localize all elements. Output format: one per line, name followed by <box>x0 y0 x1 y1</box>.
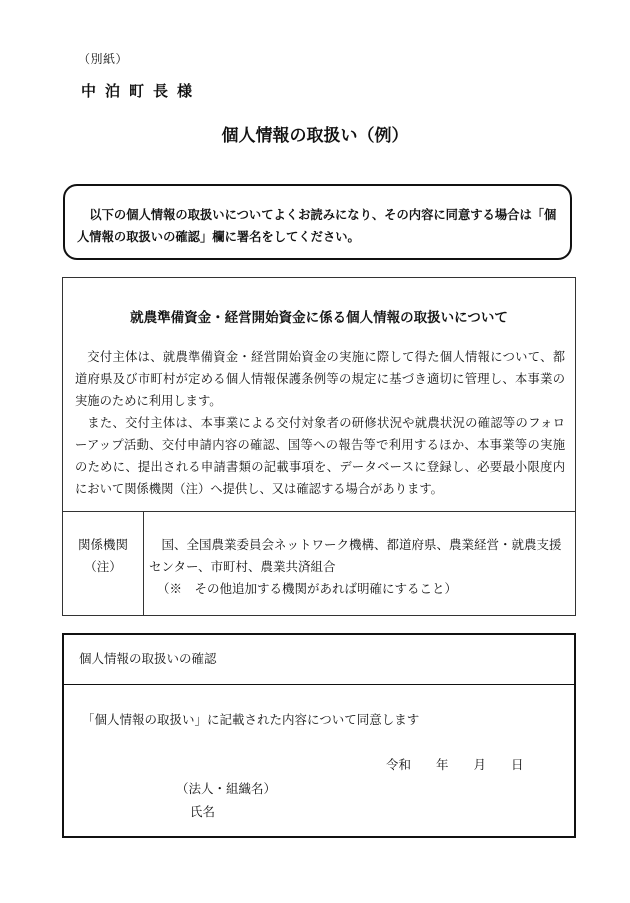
notice-text: 以下の個人情報の取扱いについてよくお読みになり、その内容に同意する場合は「個人情報の取扱いの確認」欄に署名をしてください。 <box>77 208 557 244</box>
info-section <box>62 277 576 616</box>
agencies-row <box>63 511 575 615</box>
agencies-list <box>149 534 565 600</box>
page-title: 個人情報の取扱い（例） <box>221 126 409 146</box>
consent-statement: 「個人情報の取扱い」に記載された内容について同意します <box>82 712 420 727</box>
confirmation-header <box>64 635 574 685</box>
agencies-label <box>63 534 143 578</box>
signature-name-field[interactable]: 氏名 <box>190 804 216 819</box>
agencies-label-text: 関係機関 <box>77 537 128 552</box>
organization-name-field[interactable]: （法人・組織名） <box>176 781 277 796</box>
notice-box <box>63 184 572 260</box>
confirmation-title: 個人情報の取扱いの確認 <box>79 651 217 666</box>
agencies-label-note: （注） <box>84 559 122 574</box>
section-heading: 就農準備資金・経営開始資金に係る個人情報の取扱いについて <box>130 310 508 326</box>
agencies-divider <box>143 512 144 615</box>
date-field[interactable]: 令和 年 月 日 <box>386 757 524 772</box>
confirmation-box <box>62 633 576 838</box>
agencies-text: 国、全国農業委員会ネットワーク機構、都道府県、農業経営・就農支援センター、市町村、農業共済組合 <box>149 537 562 574</box>
info-paragraph-1: 交付主体は、就農準備資金・経営開始資金の実施に際して得た個人情報について、都道府県及び市町村が定める個人情報保護条例等の規定に基づき適切に管理し、本事業の実施のために利用します。 <box>75 350 565 408</box>
agencies-note: （※ その他追加する機関があれば明確にすること） <box>157 581 458 596</box>
addressee: 中泊町長様 <box>81 82 202 100</box>
annex-label: （別紙） <box>78 52 129 66</box>
info-paragraph-2: また、交付主体は、本事業による交付対象者の研修状況や就農状況の確認等のフォローアップ活動、交付申請内容の確認、国等への報告等で利用するほか、本事業等の実施のために、提出される申請書類の記載事項を、データベースに登録し、必要最小限度内において関係機関（注）へ提供し、又は確認する場合があります。 <box>75 416 565 496</box>
